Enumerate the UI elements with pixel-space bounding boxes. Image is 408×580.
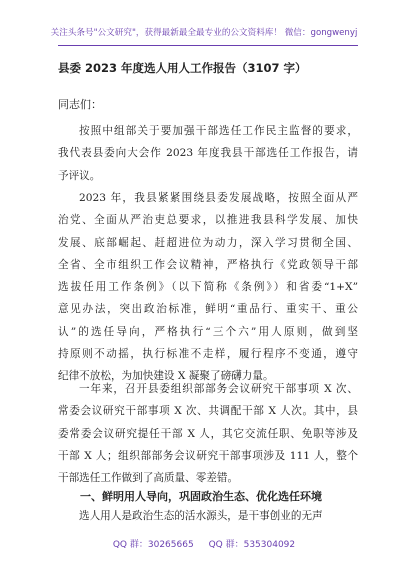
paragraph-line: 干部选任工作做到了高质量、零差错。: [58, 472, 239, 485]
footer-contacts: [0, 537, 408, 550]
paragraph-line: 委常委会议研究提任干部 X 人，其它交流任职、免职等涉及: [58, 427, 358, 440]
paragraph-line: 意见办法，突出政治标准，鲜明“重品行、重实干、重公: [58, 303, 358, 316]
paragraph-line: 发展、底部崛起、赶超进位为动力，深入学习贯彻全国、: [58, 236, 358, 249]
paragraph-line: 我代表县委向大会作 2023 年度我县干部选任工作报告，请: [58, 147, 358, 160]
footer-qq-group-1: QQ 群：30265665: [112, 540, 194, 550]
header-note: 关注头条号"公文研究"，获得最新最全最专业的公文资料库！ 微信：gongwenyj: [50, 28, 358, 38]
paragraph-line: 干部 X 人；组织部部务会议研究干部事项涉及 111 人，整个: [58, 449, 358, 462]
paragraph-line: 选人用人是政治生态的活水源头，是干事创业的无声: [79, 510, 323, 522]
paragraph-3: [58, 378, 358, 489]
paragraph-line: 常委会议研究干部事项 X 次、共调配干部 X 人次。其中，县: [58, 405, 358, 418]
paragraph-line: 2023 年，我县紧紧围绕县委发展战略，按照全面从严: [79, 192, 358, 204]
salutation: 同志们：: [58, 98, 102, 111]
paragraph-line: 治党、全面从严治吏总要求，以推进我县科学发展、加快: [58, 214, 358, 227]
document-title: 县委 2023 年度选人用人工作报告（3107 字）: [58, 61, 307, 75]
header-divider: [58, 45, 358, 46]
paragraph-line: 全省、全市组织工作会议精神，严格执行《党政领导干部: [58, 258, 358, 271]
paragraph-2: [58, 187, 358, 388]
footer-qq-group-2: QQ 群：535304092: [208, 540, 296, 550]
paragraph-4: [58, 505, 358, 527]
paragraph-line: 予评议。: [58, 169, 101, 182]
paragraph-line: 纪律不放松，为加快建设 X 凝聚了磅礴力量。: [58, 370, 274, 383]
paragraph-line: 按照中组部关于要加强干部选任工作民主监督的要求，: [79, 125, 358, 137]
paragraph-line: 一年来，召开县委组织部部务会议研究干部事项 X 次、: [79, 383, 358, 395]
section-heading: 一、鲜明用人导向，巩固政治生态、优化选任环境: [80, 490, 322, 503]
paragraph-1: [58, 120, 358, 187]
paragraph-line: 持原则不动摇，执行标准不走样，履行程序不变通，遵守: [58, 348, 358, 361]
paragraph-line: 选拔任用工作条例》（以下简称《条例》）和省委“1+X”: [58, 281, 358, 294]
paragraph-line: 认”的选任导向，严格执行“三个六”用人原则，做到坚: [58, 325, 358, 338]
